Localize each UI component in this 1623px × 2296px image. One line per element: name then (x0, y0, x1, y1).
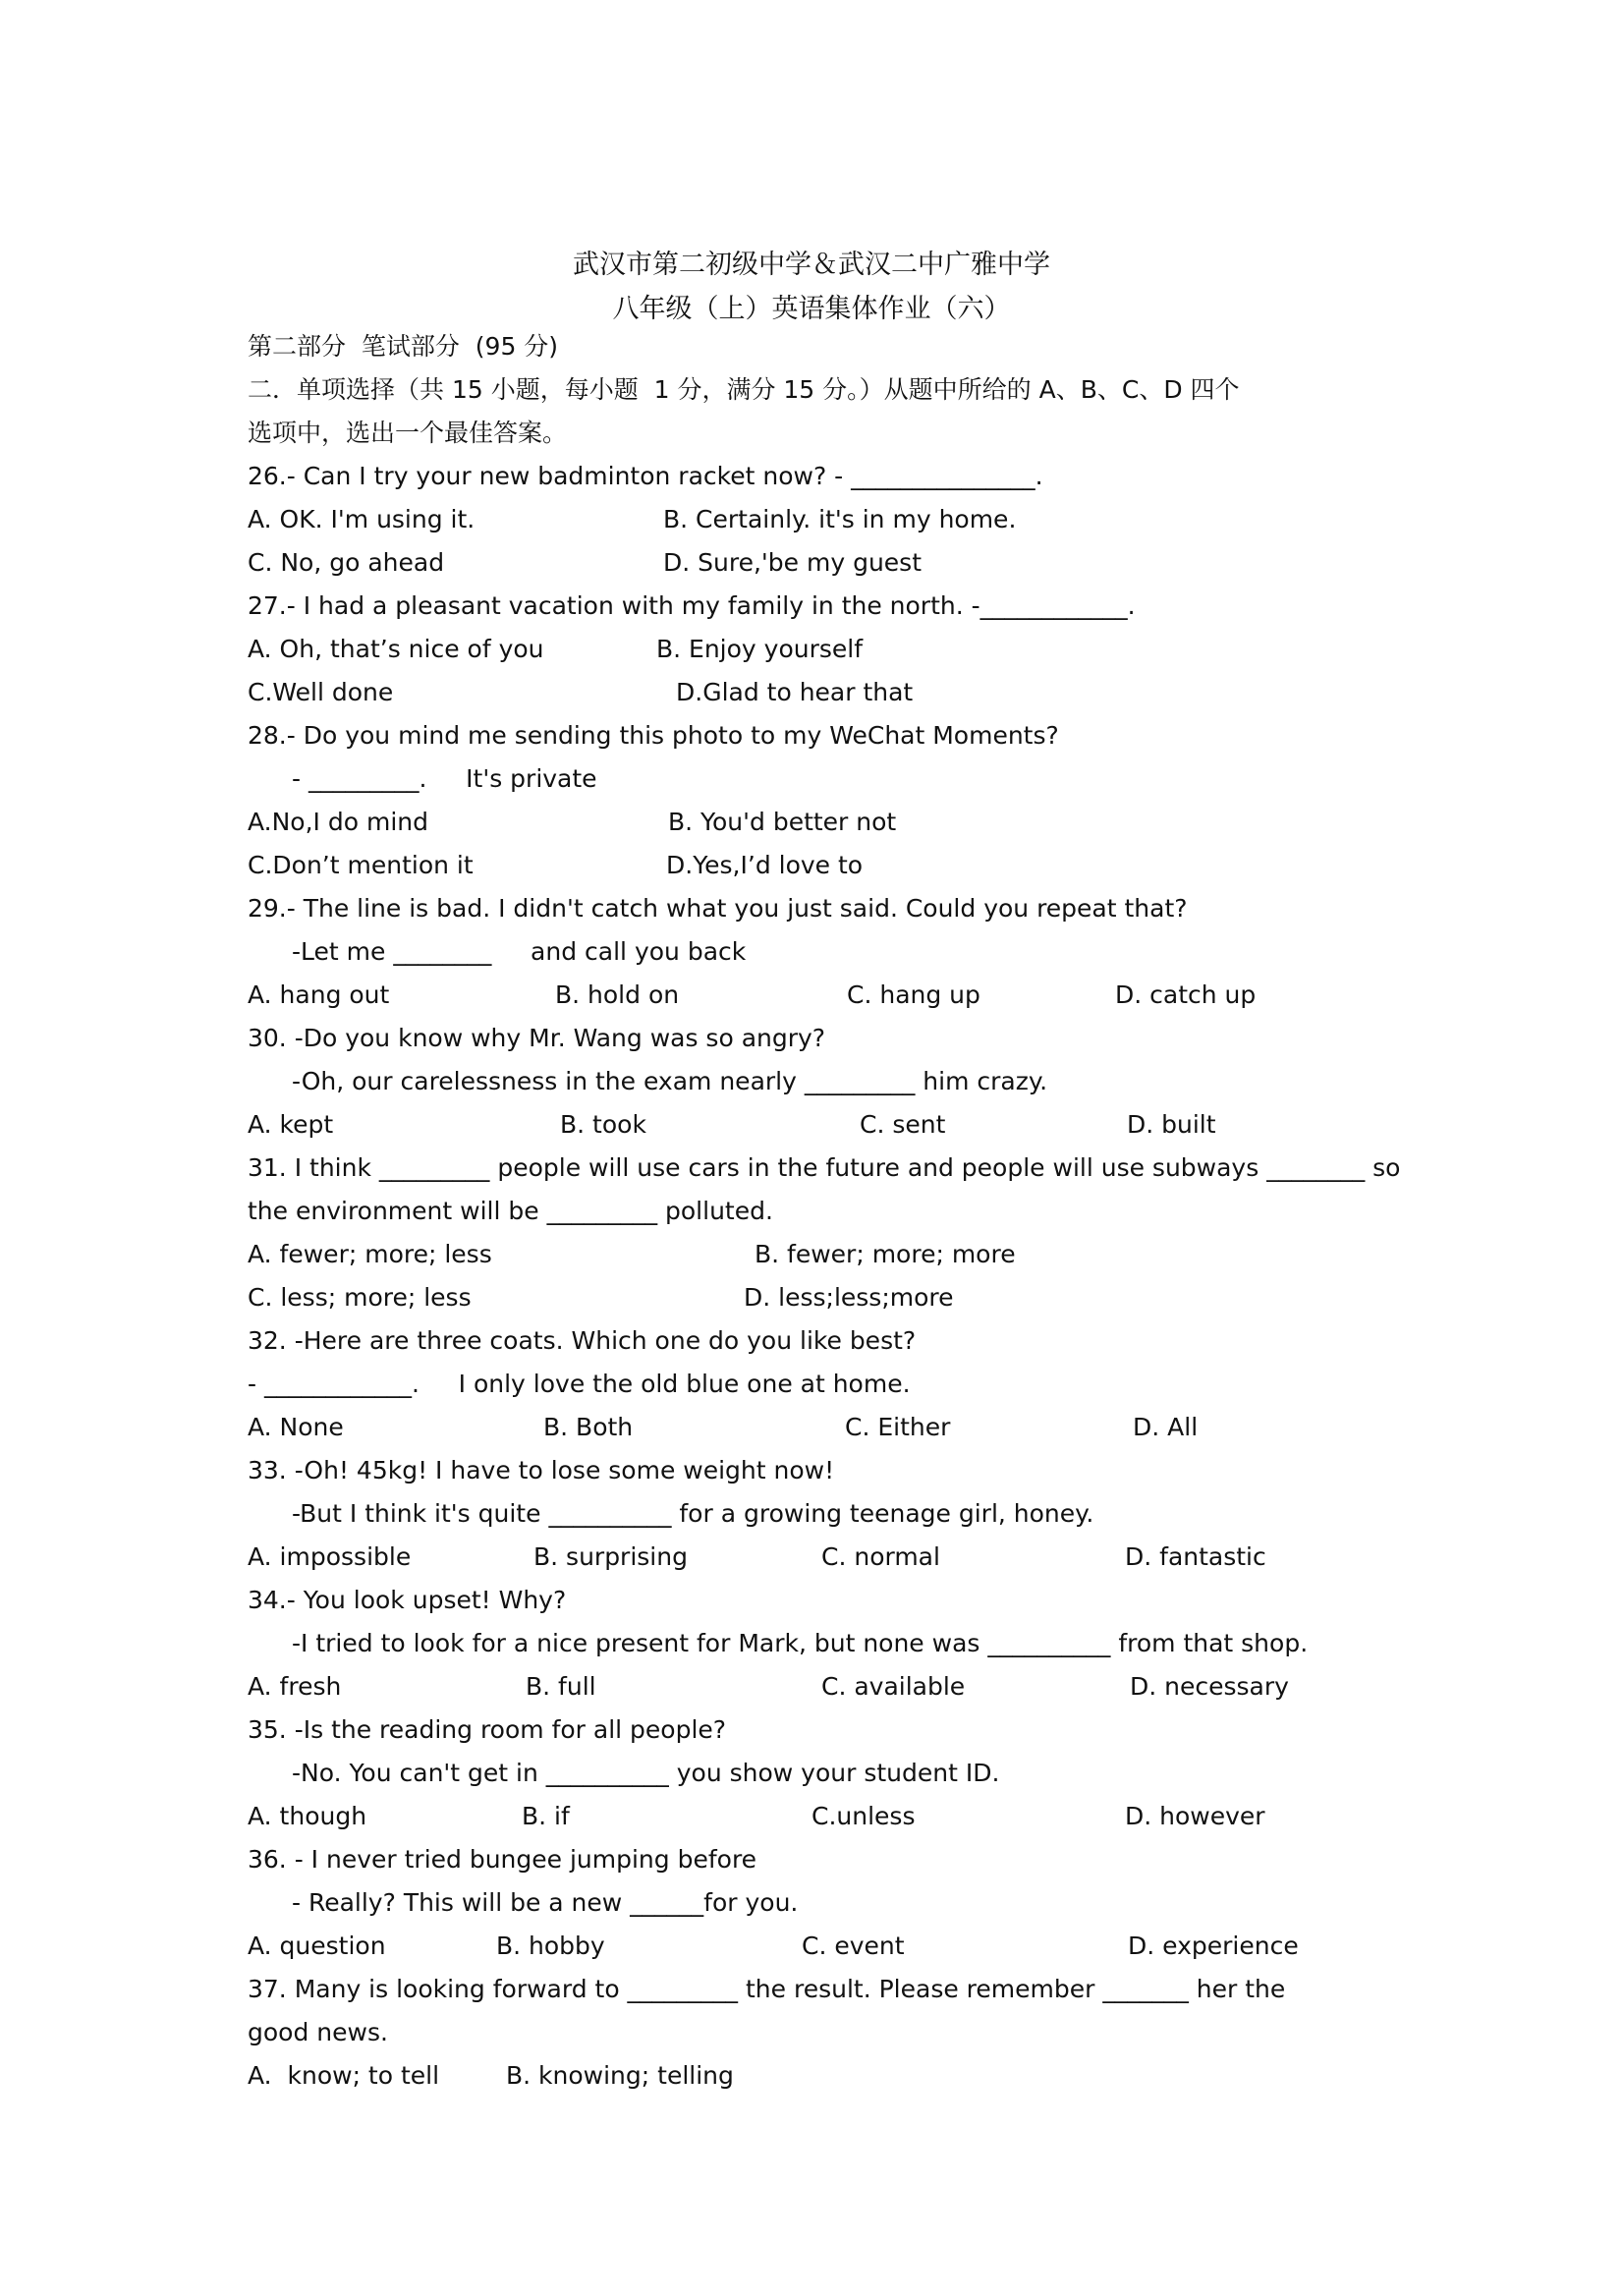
q33-option-a: A. impossible (248, 1542, 412, 1571)
q28-option-d: D.Yes,I’d love to (666, 851, 864, 879)
question-32: 32. -Here are three coats. Which one do you like best? (248, 1326, 917, 1355)
q36-option-a: A. question (248, 1932, 386, 1960)
q33-reply: -But I think it's quite __________ for a growing teenage girl, honey. (292, 1499, 1094, 1528)
section-instruction-cont: 选项中，选出一个最佳答案。 (248, 419, 568, 447)
q35-option-c: C.unless (812, 1802, 916, 1830)
q36-reply: - Really? This will be a new ______for you. (292, 1888, 799, 1917)
q29-reply: -Let me ________ and call you back (292, 937, 747, 966)
q30-option-c: C. sent (860, 1110, 946, 1139)
q35-option-d: D. however (1125, 1802, 1265, 1830)
q27-option-b: B. Enjoy yourself (656, 635, 864, 663)
assignment-title: 八年级（上）英语集体作业（六） (612, 294, 1011, 324)
q30-option-b: B. took (560, 1110, 646, 1139)
q34-option-b: B. full (526, 1672, 596, 1701)
q28-reply: - _________. It's private (292, 764, 597, 793)
q37-option-a: A. know; to tell (248, 2061, 440, 2090)
q32-reply: - ____________. I only love the old blue one at home. (248, 1370, 911, 1398)
q35-option-b: B. if (522, 1802, 570, 1830)
q29-option-c: C. hang up (847, 980, 980, 1009)
q32-option-b: B. Both (543, 1413, 634, 1441)
q34-option-c: C. available (821, 1672, 966, 1701)
q26-option-c: C. No, go ahead (248, 548, 445, 577)
q33-option-c: C. normal (821, 1542, 940, 1571)
q32-option-c: C. Either (845, 1413, 951, 1441)
q33-option-b: B. surprising (533, 1542, 688, 1571)
question-27: 27.- I had a pleasant vacation with my family in the north. -____________. (248, 591, 1136, 620)
q26-option-b: B. Certainly. it's in my home. (663, 505, 1017, 533)
section-instruction: 二．单项选择（共 15 小题，每小题 1 分，满分 15 分。）从题中所给的 A、B、C、D 四个 (248, 375, 1240, 404)
q34-option-d: D. necessary (1130, 1672, 1289, 1701)
q34-reply: -I tried to look for a nice present for Mark, but none was __________ from that shop. (292, 1629, 1309, 1657)
question-33: 33. -Oh! 45kg! I have to lose some weight now! (248, 1456, 835, 1484)
question-34: 34.- You look upset! Why? (248, 1586, 567, 1614)
q31-option-c: C. less; more; less (248, 1283, 472, 1312)
part-heading: 第二部分 笔试部分 (95 分) (248, 332, 559, 361)
q29-option-a: A. hang out (248, 980, 390, 1009)
q26-option-d: D. Sure,'be my guest (663, 548, 923, 577)
q36-option-b: B. hobby (496, 1932, 605, 1960)
q30-reply: -Oh, our carelessness in the exam nearly _________ him crazy. (292, 1067, 1048, 1095)
question-28: 28.- Do you mind me sending this photo to my WeChat Moments? (248, 721, 1059, 750)
school-title: 武汉市第二初级中学＆武汉二中广雅中学 (573, 250, 1050, 280)
q27-option-a: A. Oh, that’s nice of you (248, 635, 544, 663)
q28-option-c: C.Don’t mention it (248, 851, 474, 879)
q30-option-a: A. kept (248, 1110, 334, 1139)
q31-option-d: D. less;less;more (744, 1283, 954, 1312)
q36-option-c: C. event (802, 1932, 905, 1960)
q32-option-a: A. None (248, 1413, 344, 1441)
question-36: 36. - I never tried bungee jumping before (248, 1845, 757, 1874)
q26-option-a: A. OK. I'm using it. (248, 505, 476, 533)
q27-option-c: C.Well done (248, 678, 394, 706)
q28-option-b: B. You'd better not (668, 808, 897, 836)
q35-option-a: A. though (248, 1802, 367, 1830)
q31-option-a: A. fewer; more; less (248, 1240, 492, 1268)
q34-option-a: A. fresh (248, 1672, 342, 1701)
q27-option-d: D.Glad to hear that (676, 678, 914, 706)
question-31-cont: the environment will be _________ polluted. (248, 1197, 773, 1225)
question-37-cont: good news. (248, 2018, 388, 2046)
question-37: 37. Many is looking forward to _________ the result. Please remember _______ her the (248, 1975, 1286, 2003)
question-29: 29.- The line is bad. I didn't catch what you just said. Could you repeat that? (248, 894, 1188, 923)
q35-reply: -No. You can't get in __________ you show your student ID. (292, 1759, 1000, 1787)
question-35: 35. -Is the reading room for all people? (248, 1715, 727, 1744)
question-26: 26.- Can I try your new badminton racket now? - _______________. (248, 462, 1043, 490)
q32-option-d: D. All (1133, 1413, 1199, 1441)
q33-option-d: D. fantastic (1125, 1542, 1266, 1571)
question-30: 30. -Do you know why Mr. Wang was so angry? (248, 1024, 826, 1052)
q30-option-d: D. built (1127, 1110, 1216, 1139)
q36-option-d: D. experience (1128, 1932, 1299, 1960)
q29-option-b: B. hold on (555, 980, 680, 1009)
q28-option-a: A.No,I do mind (248, 808, 428, 836)
q31-option-b: B. fewer; more; more (755, 1240, 1016, 1268)
q29-option-d: D. catch up (1115, 980, 1257, 1009)
question-31: 31. I think _________ people will use cars in the future and people will use subways ________ so (248, 1153, 1401, 1182)
q37-option-b: B. knowing; telling (506, 2061, 734, 2090)
